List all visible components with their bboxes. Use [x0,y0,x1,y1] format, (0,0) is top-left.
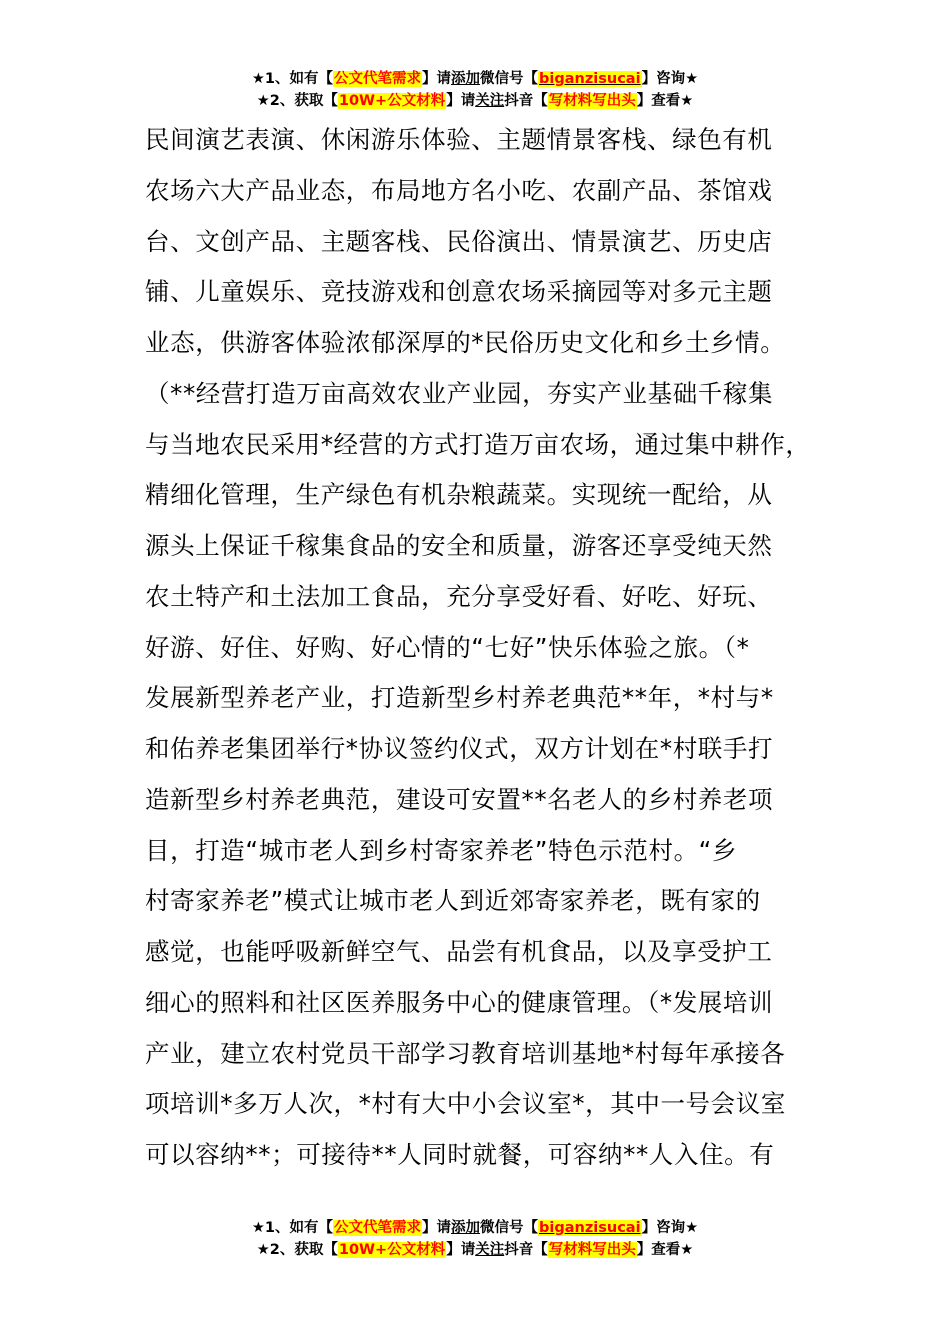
header-line-1 [0,68,950,90]
body-line: 细心的照料和社区医养服务中心的健康管理。（*发展培训 [145,987,774,1017]
footer-line-1-mid2: 微信号【 [480,1220,539,1236]
footer-line-1-emphasis: 添加 [451,1220,481,1236]
body-line: 好游、好住、好购、好心情的“七好”快乐体验之旅。（* [145,632,750,662]
body-line: 台、文创产品、主题客栈、民俗演出、情景演艺、历史店 [145,226,773,256]
header-line-1-prefix: ★1、如有【 [251,71,334,87]
footer-line-2-douyin-account: 写材料写出头 [548,1242,636,1258]
footer-line-2-mid1: 】请 [446,1242,476,1258]
body-line: 民间演艺表演、休闲游乐体验、主题情景客栈、绿色有机 [145,125,773,154]
header-line-2-emphasis: 关注 [475,93,505,109]
body-line: 源头上保证千稼集食品的安全和质量，游客还享受纯天然 [145,531,773,560]
header-line-2-prefix: ★2、获取【 [256,93,338,109]
body-line: 农场六大产品业态，布局地方名小吃、农副产品、茶馆戏 [145,175,773,205]
body-line: 铺、儿童娱乐、竞技游戏和创意农场采摘园等对多元主题 [145,277,773,307]
body-line: （**经营打造万亩高效农业产业园，夯实产业基础千稼集 [145,378,774,408]
header-line-1-mid2: 微信号【 [480,71,539,87]
header-line-2-mid2: 抖音【 [504,93,548,109]
body-line: 精细化管理，生产绿色有机杂粮蔬菜。实现统一配给，从 [145,480,773,510]
footer-line-1-suffix: 】咨询★ [641,1220,699,1236]
footer-line-2 [0,1239,950,1261]
footer-line-2-highlight-materials: 10W+公文材料 [338,1242,446,1258]
header-line-2-mid1: 】请 [446,93,476,109]
body-line: 目，打造“城市老人到乡村寄家养老”特色示范村。“乡 [145,835,738,865]
footer-line-2-mid2: 抖音【 [504,1242,548,1258]
body-line: 与当地农民采用*经营的方式打造万亩农场，通过集中耕作， [145,429,811,459]
header-line-1-highlight-service: 公文代笔需求 [334,71,422,87]
header-banner [0,68,950,112]
header-line-2 [0,90,950,112]
footer-line-1-highlight-service: 公文代笔需求 [334,1220,422,1236]
footer-line-2-suffix: 】查看★ [636,1242,694,1258]
header-line-2-douyin-account: 写材料写出头 [548,93,636,109]
body-line: 和佑养老集团举行*协议签约仪式，双方计划在*村联手打 [145,734,774,763]
body-line: 造新型乡村养老典范，建设可安置**名老人的乡村养老项 [145,784,774,814]
footer-line-1 [0,1217,950,1239]
header-line-1-emphasis: 添加 [451,71,481,87]
body-line: 业态，供游客体验浓郁深厚的*民俗历史文化和乡土乡情。 [145,328,786,357]
footer-line-2-emphasis: 关注 [475,1242,505,1258]
document-body [145,115,845,1181]
header-line-2-highlight-materials: 10W+公文材料 [338,93,446,109]
header-line-1-suffix: 】咨询★ [641,71,699,87]
header-line-2-suffix: 】查看★ [636,93,694,109]
body-line: 可以容纳**；可接待**人同时就餐，可容纳**人入住。有 [145,1140,775,1169]
body-line: 项培训*多万人次，*村有大中小会议室*，其中一号会议室 [145,1089,786,1119]
body-line: 发展新型养老产业，打造新型乡村养老典范**年，*村与* [145,683,774,713]
footer-line-1-wechat-id: biganzisucai [539,1220,641,1236]
footer-banner [0,1217,950,1261]
body-line: 农土特产和土法加工食品，充分享受好看、好吃、好玩、 [145,581,773,611]
body-line: 产业，建立农村党员干部学习教育培训基地*村每年承接各 [145,1038,786,1068]
body-line: 感觉，也能呼吸新鲜空气、品尝有机食品，以及享受护工 [145,937,773,966]
footer-line-1-prefix: ★1、如有【 [251,1220,334,1236]
header-line-1-mid1: 】请 [422,71,452,87]
body-line: 村寄家养老”模式让城市老人到近郊寄家养老，既有家的 [145,886,761,916]
footer-line-1-mid1: 】请 [422,1220,452,1236]
footer-line-2-prefix: ★2、获取【 [256,1242,338,1258]
header-line-1-wechat-id: biganzisucai [539,71,641,87]
